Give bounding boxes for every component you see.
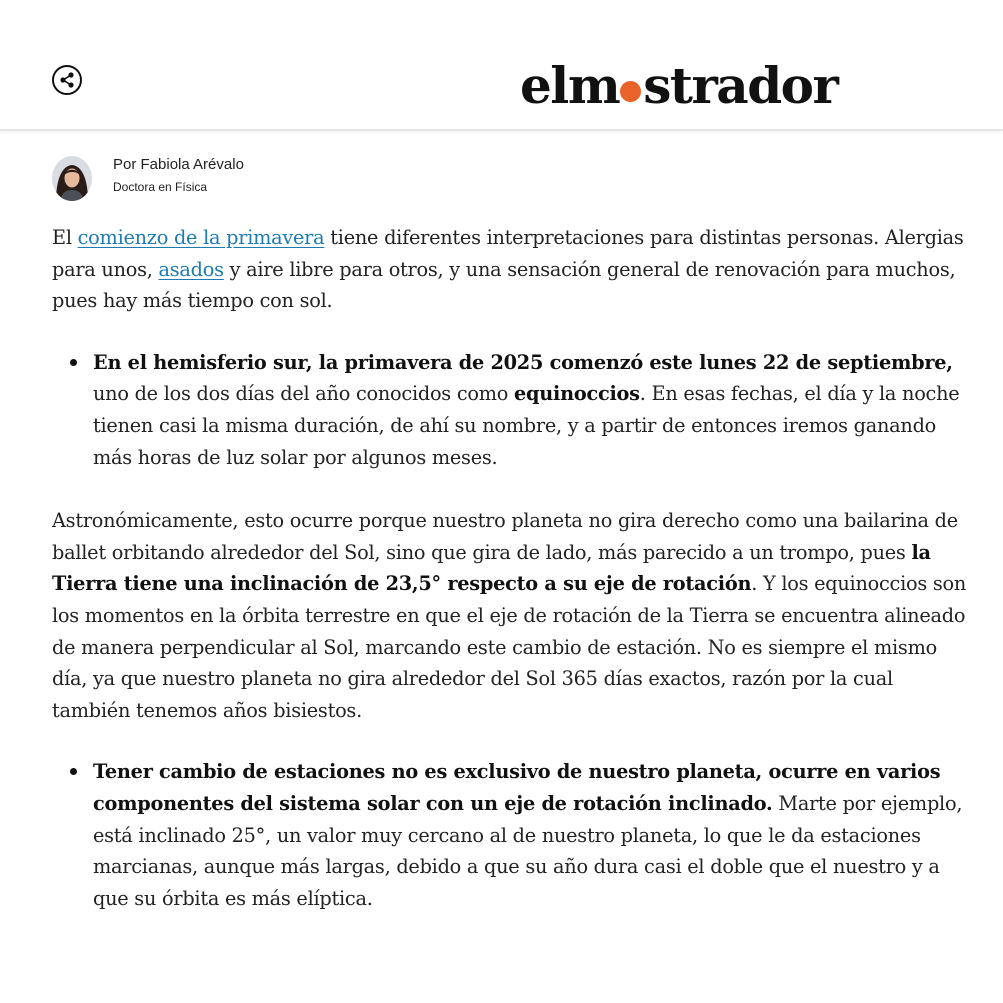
paragraph-text: . En esas fechas, el día y la noche tienen casi la misma duración, de ahí su nombre, y a partir de entonces iremos ganando más horas de luz solar por algunos meses. (93, 382, 960, 469)
author-name[interactable]: Por Fabiola Arévalo (113, 156, 244, 173)
logo-text-strador: strador (643, 56, 838, 115)
paragraph-text: El (52, 226, 78, 249)
author-byline (52, 153, 652, 201)
paragraph-text: y aire libre para otros, y una sensación general de renovación para muchos, pues hay más tiempo con sol. (52, 257, 956, 313)
paragraph-text: tiene diferentes interpretaciones para distintas personas. Alergias para unos, (52, 226, 964, 281)
link-comienzo-primavera[interactable]: comienzo de la primavera (77, 226, 325, 249)
site-logo[interactable] (520, 56, 837, 116)
paragraph-text: Astronómicamente, esto ocurre porque nuestro planeta no gira derecho como una bailarina de ballet orbitando alrededor del Sol, sino que gira de lado, más parecido a un trompo, pues (52, 509, 958, 564)
bullet-list (52, 347, 974, 473)
article-body (52, 222, 974, 914)
bullet-item-primavera (93, 347, 974, 473)
author-avatar[interactable] (52, 156, 92, 201)
share-icon (58, 71, 76, 89)
logo-dot (620, 81, 641, 102)
paragraph-text: . Y los equinoccios son los momentos en la órbita terrestre en que el eje de rotación de la Tierra se encuentra alineado de manera perpendicular al Sol, marcando este cambio de estación. No es siempre el mismo día, ya que nuestro planeta no gira alrededor del Sol 365 días exactos, razón por la cual también tenemos años bisiestos. (52, 572, 967, 722)
logo-text-el: el (520, 56, 568, 115)
bold-text: la Tierra tiene una inclinación de 23,5° respecto a su eje de rotación (52, 540, 931, 596)
share-button[interactable] (52, 65, 82, 95)
site-header (0, 0, 1003, 131)
article-paragraph (52, 505, 974, 726)
bold-text: Tener cambio de estaciones no es exclusivo de nuestro planeta, ocurre en varios componentes del sistema solar con un eje de rotación inclinado. (93, 760, 941, 815)
logo-text-m: m (567, 56, 620, 115)
paragraph-text: Marte por ejemplo, está inclinado 25°, un valor muy cercano al de nuestro planeta, lo que le da estaciones marcianas, aunque más largas, debido a que su año dura casi el doble que el nuestro y a que su órbita es más elíptica. (93, 791, 963, 910)
article-paragraph (52, 222, 974, 317)
link-asados[interactable]: asados (158, 257, 224, 281)
author-role: Doctora en Física (113, 180, 208, 194)
bullet-list (52, 756, 974, 914)
bold-text: En el hemisferio sur, la primavera de 2025 comenzó este lunes 22 de septiembre, (93, 350, 953, 374)
bullet-item-estaciones (93, 756, 974, 914)
paragraph-text: uno de los dos días del año conocidos como (93, 382, 515, 406)
bold-text: equinoccios (514, 382, 640, 406)
